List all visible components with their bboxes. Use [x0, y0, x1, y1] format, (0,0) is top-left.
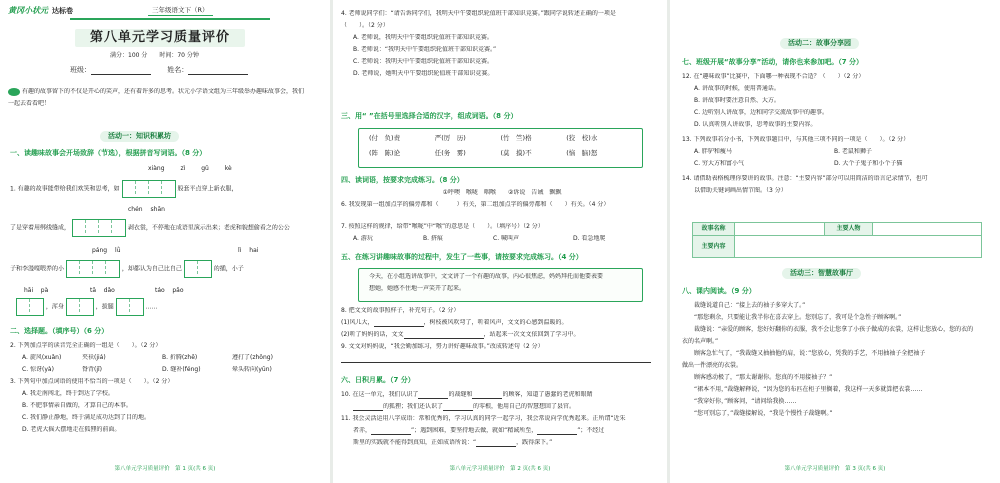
option[interactable]: A. 讲故事的时候，使用普通话。: [694, 85, 780, 92]
option[interactable]: C. 老师说：我明天中午要组织轮值班干部知识竞赛。: [353, 58, 494, 65]
q10-text: 的顾客，知道了愚蠢的老虎和眼睛: [502, 391, 593, 398]
q1-text: 子和李漫嘎喂养的小: [10, 265, 65, 273]
page-footer: 第八单元学习质量评价 第 1 页(共 6 页): [114, 465, 216, 472]
q1-text: ……: [145, 303, 158, 311]
word-choice[interactable]: (阵 陈)论: [369, 149, 401, 157]
story-text-1: 今天，在小组选讲故事中，文文讲了一个有趣的故事，内心很焦虑，妈妈拜托而他要表要: [369, 273, 604, 280]
q11-text: 斯里的实践就不能得到真知，正如成语所说：“: [353, 439, 477, 446]
passage-paragraph: “您可别忘了，”裁缝接解说，“我是个慢性子裁缝啊。”: [694, 410, 833, 417]
passage-paragraph-cont: 衣的名声啊。”: [682, 338, 719, 345]
characters-header: 主要人物: [825, 223, 873, 236]
q13-options-row2: [682, 160, 992, 172]
option[interactable]: A. 老师说，我明天中午要组织轮值班干部知识竞赛。: [353, 34, 493, 41]
answer-blank[interactable]: [418, 392, 448, 399]
q7-stem: 7. 按照这样的规律，给带“喉咙”中“喉”的意思是（ ）。（填序号）（2 分）: [341, 223, 544, 230]
q8-stem: 8. 把文文的故事照样子，补充句子。（2 分）: [341, 307, 460, 314]
option[interactable]: D. 看急地爬: [573, 235, 606, 242]
passage-paragraph: “我穿好你，”顾客问，“请问给我换……: [694, 398, 797, 405]
q12-block: [682, 73, 992, 199]
q1-line-4: [16, 298, 158, 316]
pinyin: shān: [150, 206, 165, 213]
option: 晕头转向(yūn): [232, 366, 272, 373]
q11-text: 者赤，: [353, 427, 372, 434]
class-label: 班级：: [70, 66, 91, 74]
content-header: 主要内容: [693, 236, 735, 258]
story-text-2: 想她，她感不住地一声笑开了起来。: [369, 285, 466, 292]
pinyin: chén: [128, 206, 143, 213]
option[interactable]: C. 穷大方和富小气: [694, 160, 745, 167]
q4-stem-cont: （ ）。（2 分）: [341, 22, 389, 29]
intro-line-2: 一起去看看吧！: [8, 100, 51, 107]
pinyin: xiàng: [148, 165, 165, 172]
q1-pinyin-5: [24, 287, 48, 295]
q11-text: ，践得深下。”: [516, 439, 553, 446]
option[interactable]: B. 不肥事情亲自做的，才算自己的本事。: [22, 402, 132, 409]
q1-text: 了是穿着用绑线缝成，: [10, 224, 71, 232]
score-line: 满分：100 分 时间：70 分钟: [110, 52, 199, 59]
passage-paragraph: 顾客感动极了，“那太谢谢你。您真的不用接袖子？”: [694, 374, 833, 381]
q1-text: ，拔腿: [95, 303, 114, 311]
q11-text: ”；不经过: [577, 427, 605, 434]
option[interactable]: D. 老师说，她明天中午要组织轮值班干部知识竞赛。: [353, 70, 494, 77]
writing-grid[interactable]: [116, 298, 144, 316]
word-choice[interactable]: (狡 校)水: [566, 134, 598, 142]
name-input[interactable]: [188, 68, 248, 75]
grade-label: 三年级语文下（R）: [148, 6, 213, 16]
q6-heading: 六、日积月累。（7 分）: [341, 376, 415, 384]
q8-1-text: (1)风儿大，: [341, 319, 374, 326]
option[interactable]: A. 游玩: [353, 235, 373, 242]
q1-pinyin-3: [92, 247, 121, 255]
q4-block: [341, 10, 663, 82]
q4-stem: 4. 老师说同学们：“请告诉同学们，我明天中午要组织轮值班干部知识竞赛。”跟同学说转述正确的一项是: [341, 10, 616, 17]
passage-paragraph-cont: 做出一件漂亮的衣裳。: [682, 362, 743, 369]
q1-text: 的插，小子: [213, 265, 244, 273]
q11-text: 11. 我会灵活运用八字成语：常和优秀的，学习认真的同学一起学习，我会常说向学优秀起来。正所谓“近朱: [341, 415, 626, 422]
answer-blank[interactable]: [404, 332, 484, 339]
q1-text: ，却都认为自己比自己: [121, 265, 182, 273]
option[interactable]: C. 边听别人讲故事，边和同学交流故事中的趣事。: [694, 109, 829, 116]
option[interactable]: B. 老师说：“我明天中午要组织轮值班干部知识竞赛。”: [353, 46, 497, 53]
pinyin: hāi: [24, 287, 34, 294]
q2-options-row2: [10, 366, 325, 378]
q8-reading-heading: 八、课内阅读。（9 分）: [682, 287, 756, 295]
q2-options-row1: [10, 354, 325, 366]
class-field-row: [70, 66, 248, 75]
q1-pinyin-7: [155, 287, 184, 295]
q1-heading: 一、读趣味故事会开场致辞（节选），根据拼音写词语。（8 分）: [10, 149, 207, 157]
q1-pinyin-4: [238, 247, 258, 255]
worksheet-page-2: [333, 0, 667, 483]
q9-stem: 9. 文文对妈妈说，“我会勤加练习，努力讲好趣味故事。”改成转述句（2 分）: [341, 343, 544, 350]
intro-line-1: 有趣的故事留下的不仅是开心的笑声，还有着许多的思考。状元小学语文组为三年级举办趣味故事会，我们: [22, 88, 305, 95]
word-choice[interactable]: (付 负)责: [369, 134, 401, 142]
writing-grid[interactable]: [122, 180, 176, 198]
answer-line[interactable]: [341, 356, 651, 363]
activity2-banner: [780, 38, 859, 49]
activity1-banner: [100, 131, 179, 142]
pinyin: zì: [180, 165, 186, 172]
word-choice[interactable]: (恼 脑)怒: [566, 149, 598, 157]
q7-options: [341, 235, 663, 247]
passage-paragraph: 顾客急忙气了，“我裁缝又抽抽他的肩，说：”您放心，凭我的手艺，不用抽袖子全把袖子: [694, 350, 926, 357]
pinyin: gǔ: [201, 165, 209, 172]
page-footer: 第八单元学习质量评价 第 2 页(共 6 页): [449, 465, 551, 472]
pinyin: hai: [249, 247, 259, 254]
pinyin: páng: [92, 247, 108, 254]
answer-blank[interactable]: [472, 392, 502, 399]
content-cell[interactable]: [735, 236, 982, 258]
reading-passage: [682, 301, 992, 421]
q6-stem: 6. 我发现第一组加点字的偏旁都和（ ）有关，第二组加点字的偏旁都和（ ）有关。（4 分）: [341, 201, 610, 208]
pinyin: tā: [90, 287, 97, 294]
worksheet-page-3: [670, 0, 1000, 483]
option[interactable]: C. 喊叫声: [493, 235, 520, 242]
q10-text: 10. 在这一单元，我们认识了: [341, 391, 419, 398]
answer-blank[interactable]: [476, 440, 516, 447]
option[interactable]: D. 认真听别人讲故事，思考故事的主要内容。: [694, 121, 817, 128]
pinyin: pǎo: [172, 287, 184, 294]
q1-line-3: [10, 260, 244, 278]
q8-2-text: ，站起来一次文文依回到了学习中。: [483, 331, 580, 338]
q4-words-block: [341, 189, 663, 247]
title-rule: [70, 18, 270, 20]
q14-stem-cont: 以借助关键词画出情节图。（3 分）: [694, 187, 787, 194]
option[interactable]: B. 折腾(zhē): [162, 354, 198, 361]
option[interactable]: D. 大个子鬼子和小个子猫: [834, 160, 903, 167]
writing-grid[interactable]: [66, 260, 120, 278]
q2-stem: 2. 下列加点字的读音完全正确的一组是（ ）。（2 分）: [10, 342, 162, 349]
q1-text: 1. 有趣的故事能带给我们欢笑和思考，如: [10, 185, 120, 193]
writing-grid[interactable]: [16, 298, 44, 316]
pinyin: pà: [40, 287, 49, 294]
pinyin: lǜ: [115, 247, 121, 254]
q1-text: 般套平点穿上新衣服，: [177, 185, 238, 193]
story-name-header: 故事名称: [693, 223, 735, 236]
series-label: 达标卷: [52, 7, 73, 15]
pinyin: táo: [155, 287, 165, 294]
option[interactable]: C. 我们静止静地，终于满足成功达到了目的地。: [22, 414, 151, 421]
q4-heading: 四、读词语，按要求完成练习。（8 分）: [341, 176, 464, 184]
option[interactable]: A. 旋风(xuǎn): [22, 354, 62, 361]
word-choice[interactable]: (莫 摸)不: [500, 149, 532, 157]
q12-stem: 12. 在“趣味故事”比赛中，下面哪一种表现不合适？（ ）（2 分）: [682, 73, 865, 80]
option: 脊背(jǐ): [82, 366, 103, 373]
answer-blank[interactable]: [371, 428, 411, 435]
word-row-1: [369, 134, 632, 149]
q10-text: 的狐狸；我们还认识了: [383, 403, 444, 410]
q8-block: [341, 307, 663, 367]
q11-text: ”；遇到困难，要坚持地去做，就如“精诚所至，: [411, 427, 538, 434]
intro-text: [8, 88, 322, 112]
q10-block: [341, 391, 663, 451]
answer-blank[interactable]: [443, 404, 473, 411]
word-choice-box: [358, 128, 643, 168]
q13-options-row1: [682, 148, 992, 160]
name-label: 姓名：: [167, 66, 189, 74]
q8-1-text: ，树枝被风吹弯了，听着风声，文文的心感到温暖的。: [423, 319, 568, 326]
activity1-label: 活动一：知识积累坊: [100, 131, 179, 142]
option[interactable]: D. 老虎大摇大摆地走在狐狸的前面。: [22, 426, 121, 433]
answer-blank[interactable]: [353, 404, 383, 411]
q10-text: 的裁缝和: [448, 391, 473, 398]
q1-text: 剥衣裳，不停地在成语里演示出来；老虎和貌想偷看之的公公: [127, 224, 290, 232]
q14-stem: 14. 请借助表格梳理你要讲的故事。注意：“主要内容”部分可以用简洁的语言记录情节，也可: [682, 175, 928, 182]
option[interactable]: C. 惊讶(yà): [22, 366, 54, 373]
writing-grid[interactable]: [66, 298, 94, 316]
q2-heading: 二、选择题。（填序号）（6 分）: [10, 327, 109, 335]
story-box: [358, 268, 643, 302]
word-row-2: [369, 149, 632, 158]
option[interactable]: A. 我走南闯北，终于到达了学校。: [22, 390, 114, 397]
passage-paragraph: 裁缝说：“亲爱的顾客，您好好翻你的衣服，我不会让您拿了小孩子做成的衣裳，这样让您放心，您的衣的: [694, 326, 974, 333]
mascot-icon: [8, 88, 20, 96]
option[interactable]: B. 挤痕: [423, 235, 443, 242]
q3-stem: 3. 下列句中加点词语的使用不恰当的一项是（ ）。（2 分）: [10, 378, 174, 385]
brand-logo: 黄冈小状元: [8, 6, 48, 15]
option[interactable]: D. 缝补(féng): [162, 366, 201, 373]
word-choice[interactable]: 严(厉 历): [434, 134, 466, 142]
q10-text: 的零根，他用自己的智慧想回了县官。: [473, 403, 576, 410]
passage-paragraph: 裁缝说道自己：“接上去的袖子多穿大了。”: [694, 302, 806, 309]
q1-line-1: [10, 180, 238, 198]
passage-paragraph: “那您剩余，只要能让我半你在喜去穿上。您别忘了，我可是个急性子顾客啊。”: [694, 314, 902, 321]
answer-blank[interactable]: [374, 320, 424, 327]
passage-paragraph: “裙本不用，”裁缝解释说，“因为您的布匹在柜子里搁着，我这样一天多就算把衣裳……: [694, 386, 923, 393]
writing-grid[interactable]: [72, 219, 126, 237]
class-input[interactable]: [91, 68, 151, 75]
writing-grid[interactable]: [184, 260, 212, 278]
answer-blank[interactable]: [537, 428, 577, 435]
option[interactable]: B. 老鼠和狮子: [834, 148, 872, 155]
option: 夹袄(jiá): [82, 354, 106, 361]
page-title: 第八单元学习质量评价: [75, 29, 245, 47]
activity3-banner: [782, 268, 861, 279]
option[interactable]: B. 讲故事时要注意自然、大方。: [694, 97, 780, 104]
q1-text: ，浑身: [45, 303, 64, 311]
q3-heading: 三、用“ ”在括号里选择合适的汉字，组成词语。（8 分）: [341, 112, 518, 120]
q7-heading: 七、班级开展“故事分享”活动，请你也来参加吧。（7 分）: [682, 58, 864, 66]
worksheet-page-1: [0, 0, 330, 483]
q8-2-text: (2)听了妈妈的话，文文: [341, 331, 404, 338]
pinyin: dǎo: [103, 287, 115, 294]
option: 遵打了(zhǒng): [232, 354, 273, 361]
spacer: [341, 213, 663, 223]
activity2-label: 活动二：故事分享园: [780, 38, 859, 49]
q5-heading: 五、在练习讲趣味故事的过程中，发生了一些事，请按要求完成练习。（4 分）: [341, 253, 583, 261]
q2-block: [10, 342, 325, 438]
option[interactable]: A. 胖驴和瘦马: [694, 148, 732, 155]
word-choice[interactable]: (竹 竺)格: [500, 134, 532, 142]
q1-line-2: [10, 219, 290, 237]
word-choice[interactable]: 任(务 雾): [434, 149, 466, 157]
q1-pinyin-6: [90, 287, 115, 295]
activity3-label: 活动三：智慧故事厅: [782, 268, 861, 279]
story-table: [692, 222, 982, 258]
story-name-cell[interactable]: [735, 223, 825, 236]
q1-pinyin-1: [148, 165, 232, 173]
pinyin: lì: [238, 247, 242, 254]
q13-stem: 13. 下列故事若分小书，下列故事题目中，与其他三项不同的一项是（ ）。（2 分）: [682, 136, 910, 143]
characters-cell[interactable]: [873, 223, 982, 236]
page-footer: 第八单元学习质量评价 第 3 页(共 6 页): [784, 465, 886, 472]
word-groups: ①呼噢 喉咙 咽喉 ②诉说 告诫 飘飘: [442, 189, 562, 196]
q1-pinyin-2: [128, 206, 165, 214]
pinyin: kè: [224, 165, 232, 172]
